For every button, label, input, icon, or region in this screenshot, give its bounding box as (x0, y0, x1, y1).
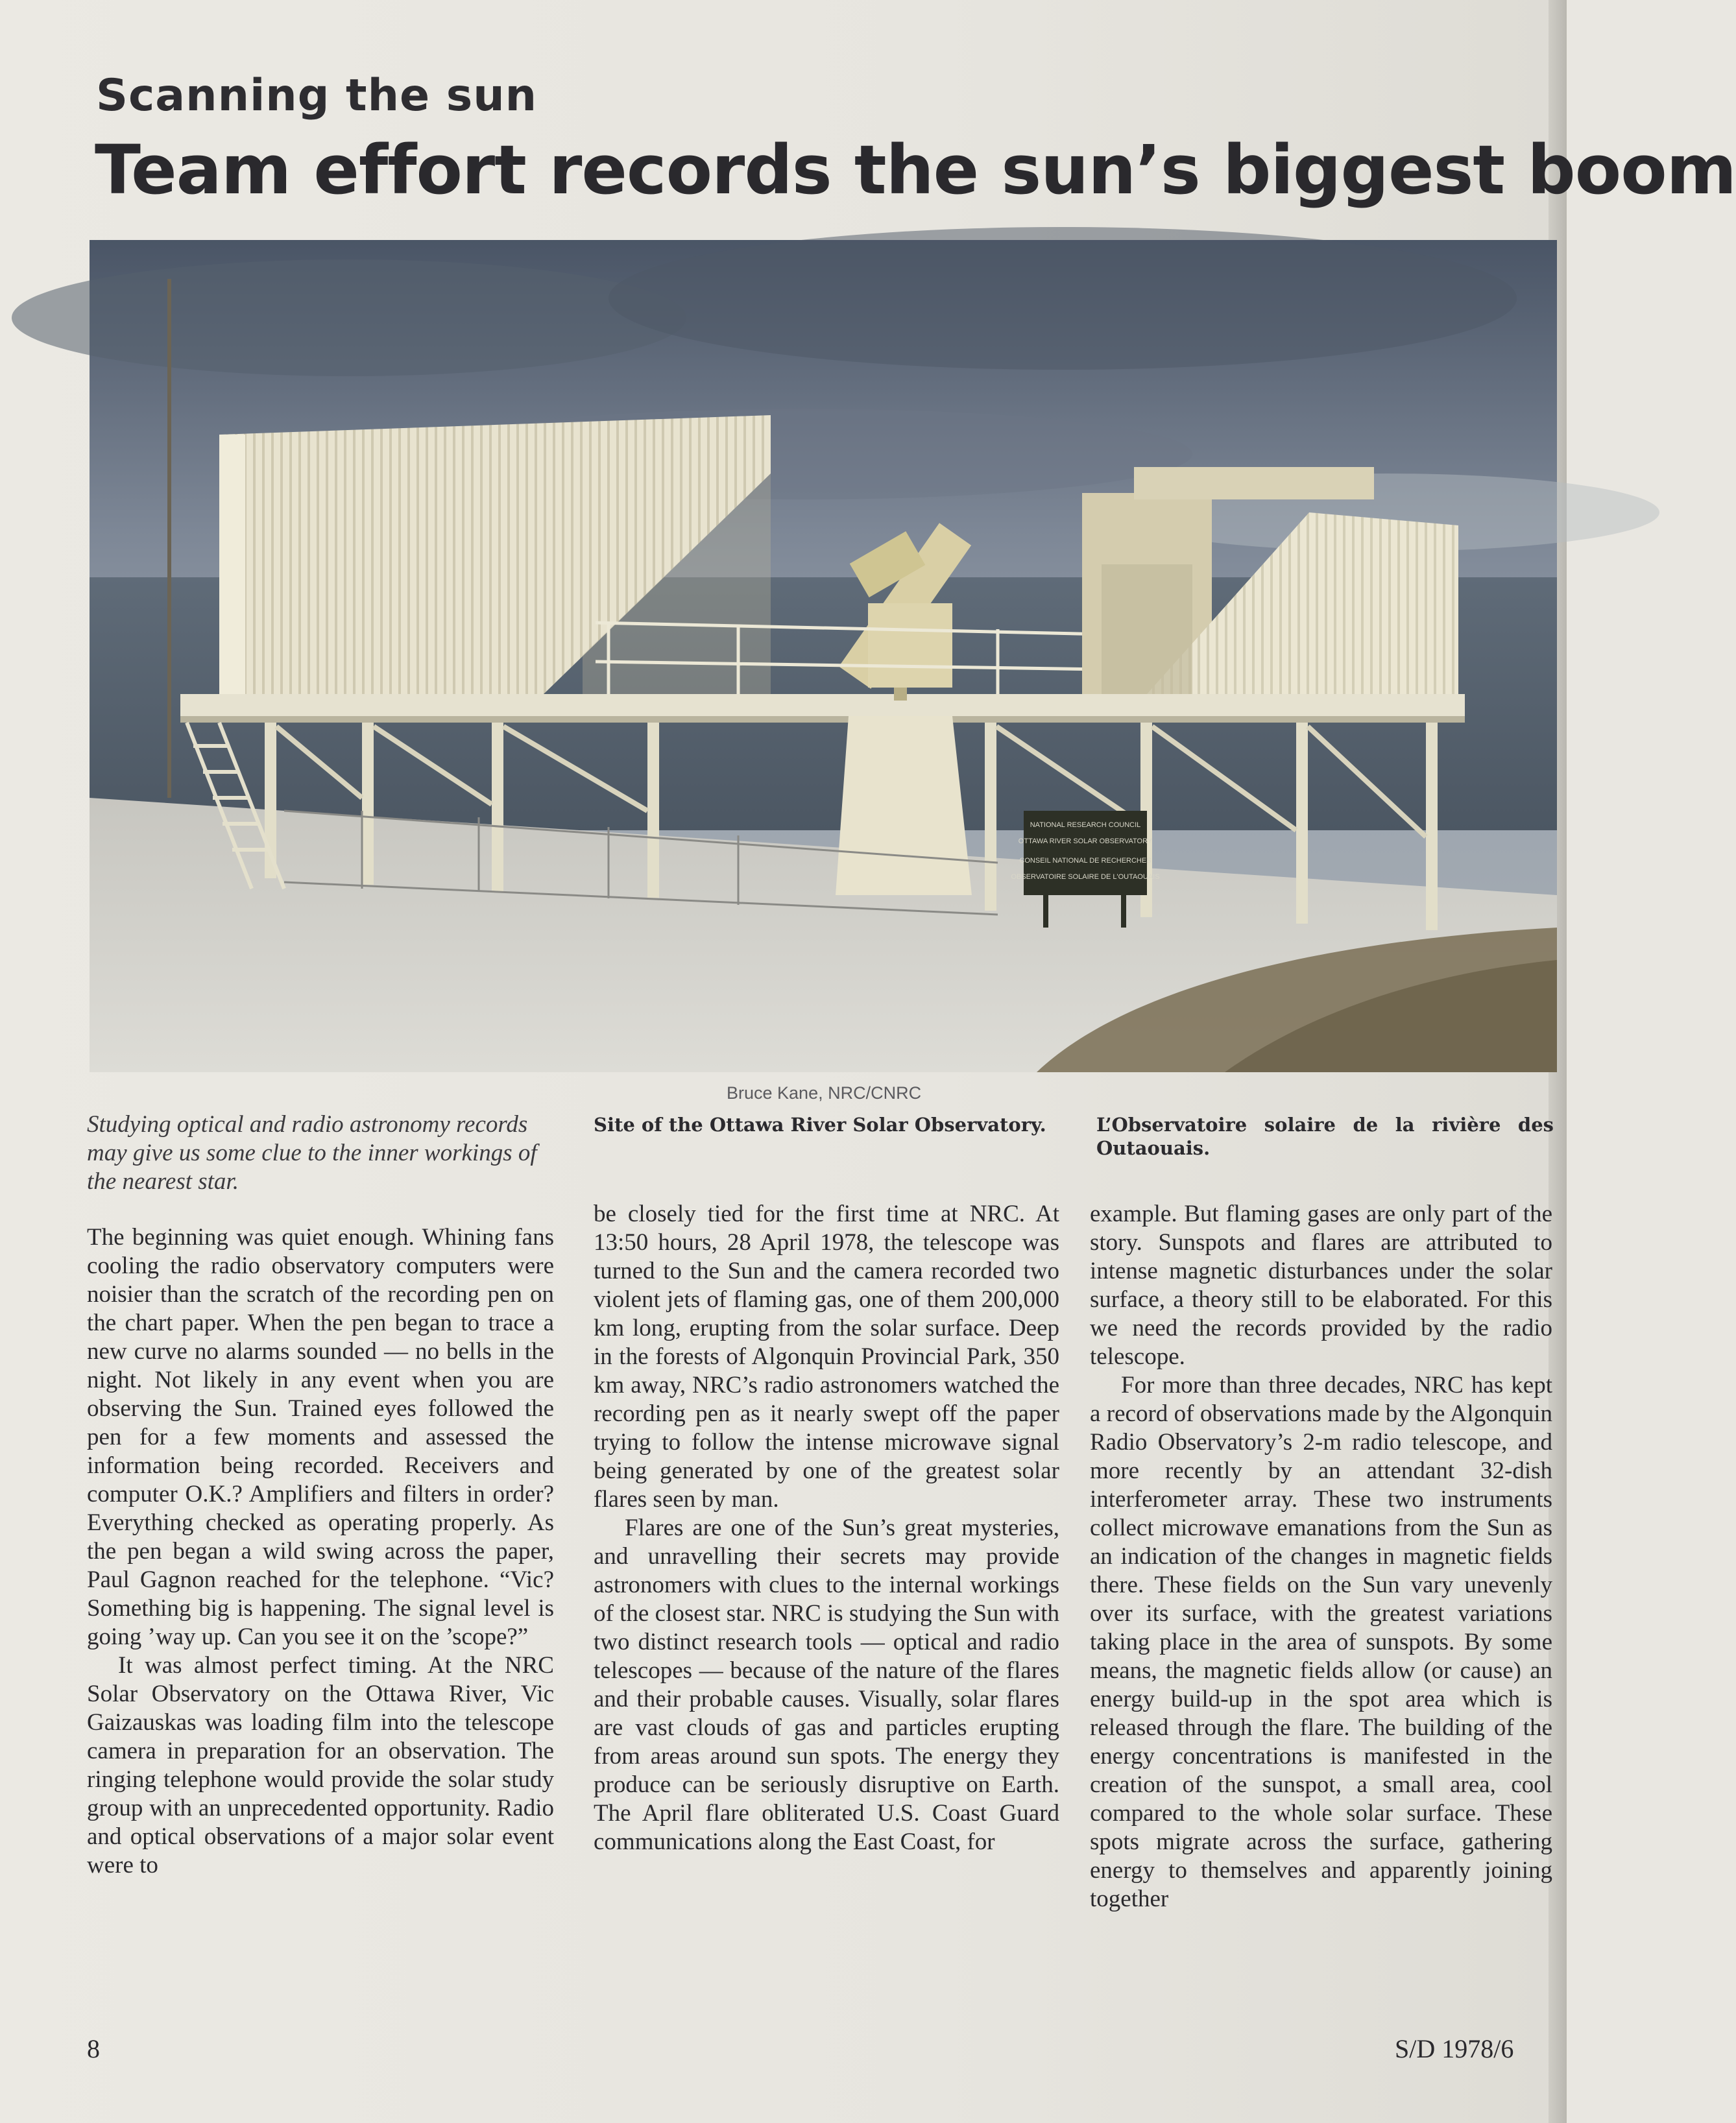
paragraph: example. But flaming gases are only part of the story. Sunspots and flares are attributed to intense magnetic disturbances under the solar surface, a theory still to be elaborated. For this we need the records provided by the radio telescope. (1090, 1201, 1552, 1370)
observatory-photo (90, 240, 1557, 1072)
sign-line-3: CONSEIL NATIONAL DE RECHERCHES (1019, 857, 1151, 865)
article-headline: Team effort records the sun’s biggest boom (95, 130, 1736, 210)
paragraph: It was almost perfect timing. At the NRC Solar Observatory on the Ottawa River, Vic Gaizauskas was loading film into the telescope camera in preparation for an observation. The ringing telephone would provide the solar study group with an unprecedented opportunity. Radio and optical observations of a major solar event were to (87, 1652, 554, 1878)
platform-deck (180, 694, 1465, 716)
body-column-3 (1090, 1200, 1552, 1913)
paragraph: The beginning was quiet enough. Whining fans cooling the radio observatory computers were noisier than the scratch of the recording pen on the chart paper. When the pen began to trace a new curve no alarms sounded — no bells in the night. Not likely in any event when you are observing the Sun. Trained eyes followed the pen for a few moments and assessed the information being recorded. Receivers and computer O.K.? Amplifiers and filters in order? Everything checked as operating properly. As the pen began a wild swing across the paper, Paul Gagnon reached for the telephone. “Vic? Something big is happening. The signal level is going ’way up. Can you see it on the ’scope?” (87, 1224, 554, 1650)
body-column-1 (87, 1223, 554, 1880)
telescope-pedestal (836, 716, 972, 895)
sign-line-2: OTTAWA RIVER SOLAR OBSERVATORY (1018, 837, 1153, 845)
sign-line-1: NATIONAL RESEARCH COUNCIL (1030, 821, 1141, 829)
page-number: 8 (87, 2034, 100, 2063)
photo-credit: Bruce Kane, NRC/CNRC (727, 1083, 922, 1103)
caption-english: Site of the Ottawa River Solar Observatory. (594, 1114, 1046, 1136)
paragraph: For more than three decades, NRC has kept a record of observations made by the Algonquin Radio Observatory’s 2-m radio telescope, and more recently by an attendant 32-dish interferometer array. These two instruments collect microwave emanations from the Sun as an indication of the changes in magnetic fields there. These fields on the Sun vary unevenly over its surface, with the greatest variations taking place in the area of sunspots. By some means, the magnetic fields allow (or cause) an energy build-up in the spot area which is released through the flare. The building of the energy concentrations is manifested in the creation of the sunspot, a small area, cool compared to the whole solar surface. These spots migrate across the surface, gathering energy to themselves and apparently joining together (1090, 1372, 1552, 1912)
sign-line-4: OBSERVATOIRE SOLAIRE DE L'OUTAOUAIS (1011, 873, 1160, 881)
body-column-2 (594, 1200, 1059, 1856)
section-kicker: Scanning the sun (96, 70, 538, 121)
issue-label: S/D 1978/6 (1395, 2034, 1514, 2063)
paragraph: Flares are one of the Sun’s great mysteries, and unravelling their secrets may provide astronomers with clues to the internal workings of the closest star. NRC is studying the Sun with two distinct research tools — optical and radio telescopes — because of the nature of the flares and their probable causes. Visually, solar flares are vast clouds of gas and particles erupting from areas around sun spots. The energy they produce can be seriously disruptive on Earth. The April flare obliterated U.S. Coast Guard communications along the East Coast, for (594, 1515, 1059, 1855)
article-intro: Studying optical and radio astronomy records may give us some clue to the inner workings of the nearest star. (87, 1111, 537, 1195)
utility-pole (167, 279, 171, 798)
paragraph: be closely tied for the first time at NRC. At 13:50 hours, 28 April 1978, the telescope was turned to the Sun and the camera recorded two violent jets of flaming gas, one of them 200,000 km long, erupting from the solar surface. Deep in the forests of Algonquin Provincial Park, 350 km away, NRC’s radio astronomers watched the recording pen as it nearly swept off the paper trying to follow the intense microwave signal being generated by one of the greatest solar flares seen by man. (594, 1201, 1059, 1513)
caption-french: L’Observatoire solaire de la rivière des Outaouais. (1096, 1114, 1554, 1159)
